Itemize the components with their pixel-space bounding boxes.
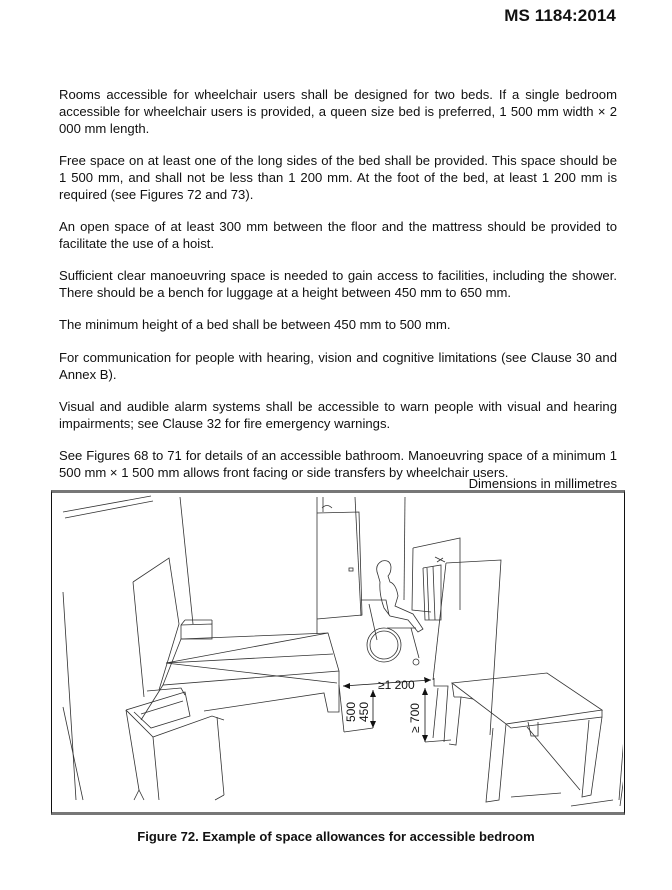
dimension-bed-height-max: 500	[344, 701, 358, 722]
figure-caption: Figure 72. Example of space allowances for accessible bedroom	[137, 829, 535, 844]
dimension-foot-clearance: ≥1 200	[378, 678, 415, 692]
bedroom-drawing	[52, 493, 623, 812]
units-note: Dimensions in millimetres	[468, 476, 617, 491]
dimension-table-clearance: ≥ 700	[408, 703, 422, 733]
paragraph: Rooms accessible for wheelchair users shall be designed for two beds. If a single bedroom accessible for wheelchair users is provided, a queen size bed is preferred, 1 500 mm width × 2 000 mm length.	[59, 87, 617, 136]
paragraph: The minimum height of a bed shall be between 450 mm to 500 mm.	[59, 317, 451, 333]
paragraph: Free space on at least one of the long sides of the bed shall be provided. This space should be 1 500 mm, and shall not be less than 1 200 mm. At the foot of the bed, at least 1 200 mm is required (see Figures 72 and 73).	[59, 152, 617, 202]
paragraph: Sufficient clear manoeuvring space is needed to gain access to facilities, including the shower. There should be a bench for luggage at a height between 450 mm to 650 mm.	[59, 268, 617, 300]
paragraph: Visual and audible alarm systems shall be accessible to warn people with visual and hearing impairments; see Clause 32 for fire emergency warnings.	[59, 398, 617, 431]
dimension-bed-height-min: 450	[357, 701, 371, 722]
figure-72-bedroom-illustration	[51, 490, 625, 815]
body-text	[59, 87, 617, 497]
document-id: MS 1184:2014	[504, 6, 616, 25]
paragraph: See Figures 68 to 71 for details of an accessible bathroom. Manoeuvring space of a minimum 1 500 mm × 1 500 mm allows front facing or side transfers by wheelchair users.	[59, 448, 617, 480]
paragraph: An open space of at least 300 mm between the floor and the mattress should be provided to facilitate the use of a hoist.	[59, 218, 617, 251]
paragraph: For communication for people with hearing, vision and cognitive limitations (see Clause 30 and Annex B).	[59, 349, 617, 382]
